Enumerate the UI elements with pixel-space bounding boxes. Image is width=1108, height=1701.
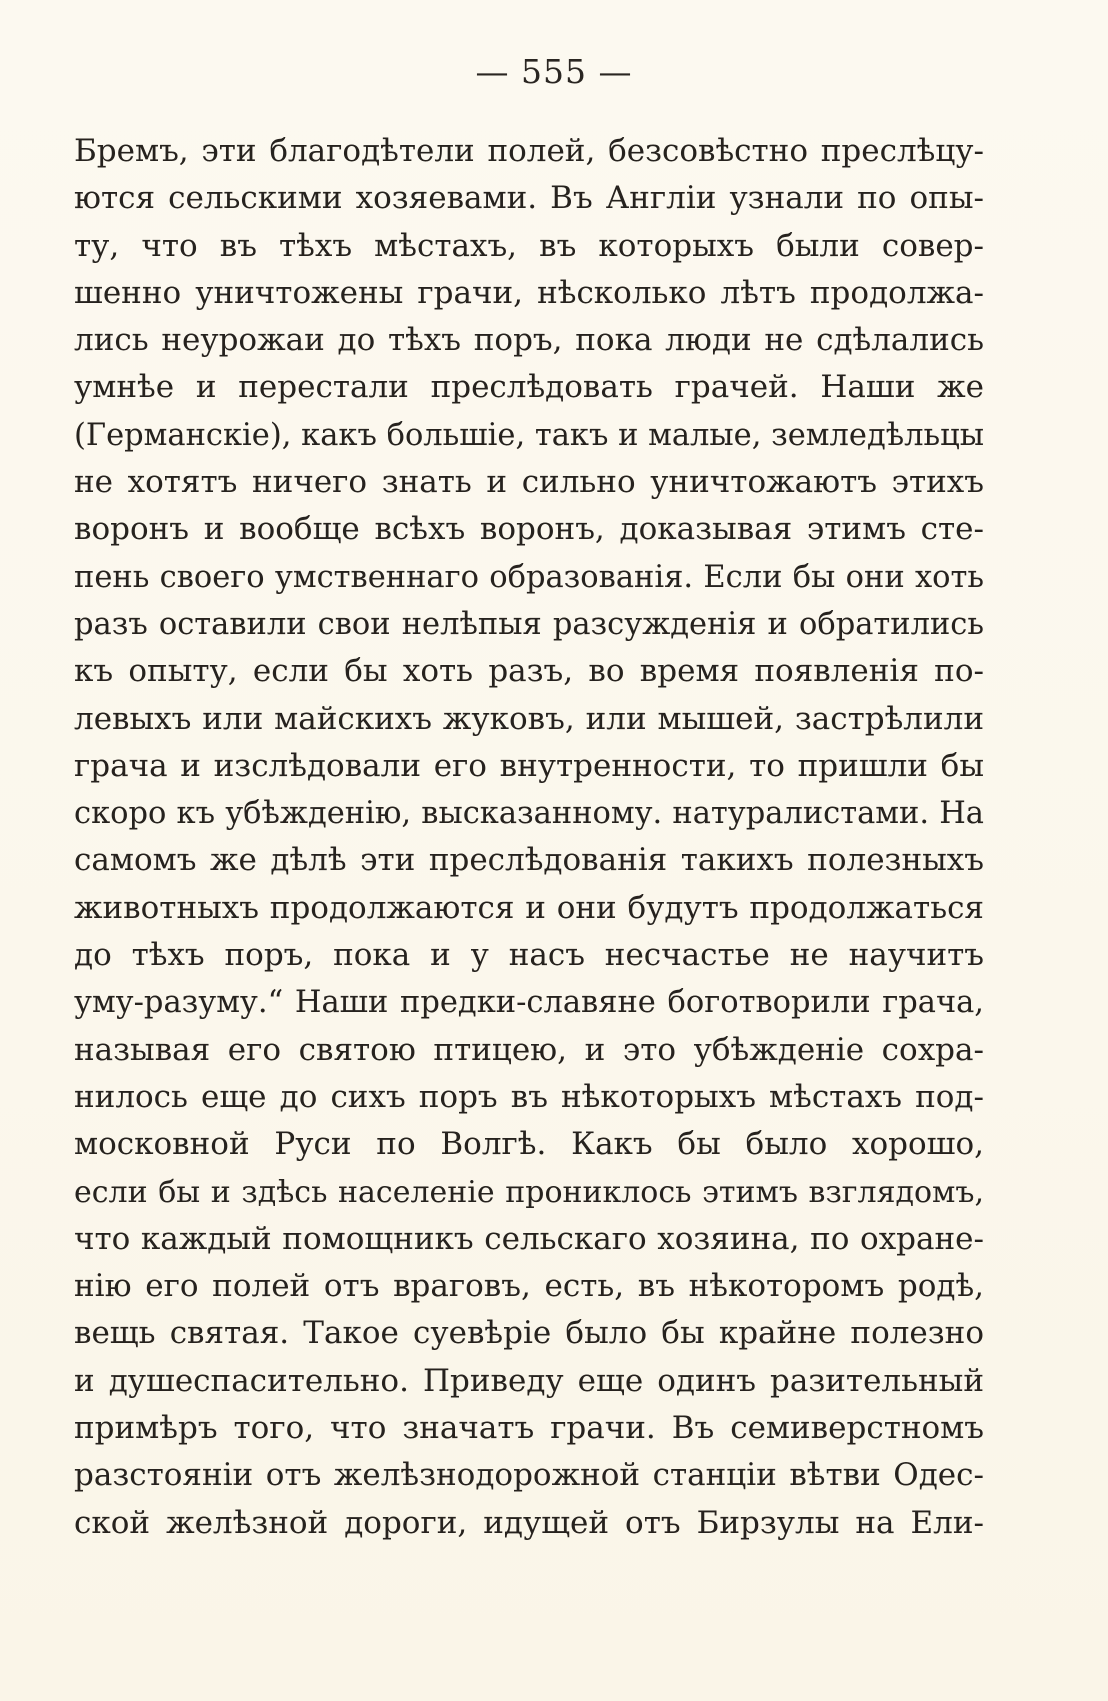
text-line: и душеспасительно. Приведу еще одинъ разительный [74, 1362, 984, 1399]
text-line: если бы и здѣсь населеніе прониклось этимъ взглядомъ, [74, 1174, 984, 1210]
text-line: примѣръ того, что значатъ грачи. Въ семиверстномъ [74, 1410, 984, 1447]
page-number: — 555 — [475, 52, 633, 91]
text-line: лись неурожаи до тѣхъ поръ, пока люди не сдѣлались [74, 322, 984, 359]
text-line: левыхъ или майскихъ жуковъ, или мышей, застрѣлили [74, 700, 984, 737]
text-line: умнѣе и перестали преслѣдовать грачей. Наши же [74, 369, 984, 406]
text-line: не хотятъ ничего знать и сильно уничтожаютъ этихъ [74, 464, 984, 501]
text-line: ются сельскими хозяевами. Въ Англіи узнали по опы- [74, 180, 984, 217]
body-text [74, 128, 984, 1547]
text-line: къ опыту, если бы хоть разъ, во время появленія по- [74, 653, 984, 690]
text-line: что каждый помощникъ сельскаго хозяина, по охране- [74, 1220, 984, 1257]
text-line: грача и изслѣдовали его внутренности, то пришли бы [74, 747, 984, 784]
text-line: до тѣхъ поръ, пока и у насъ несчастье не научитъ [74, 937, 984, 974]
text-line: нію его полей отъ враговъ, есть, въ нѣкоторомъ родѣ, [74, 1268, 984, 1305]
text-line: разъ оставили свои нелѣпыя разсужденія и обратились [74, 606, 984, 642]
text-line: (Германскіе), какъ большіе, такъ и малые, земледѣльцы [74, 417, 984, 453]
text-line: вещь святая. Такое суевѣріе было бы крайне полезно [74, 1315, 984, 1352]
text-line: московной Руси по Волгѣ. Какъ бы было хорошо, [74, 1126, 984, 1163]
text-line: разстояніи отъ желѣзнодорожной станціи вѣтви Одес- [74, 1457, 984, 1494]
text-line: уму-разуму.“ Наши предки-славяне боготворили грача, [74, 985, 984, 1021]
text-line: шенно уничтожены грачи, нѣсколько лѣтъ продолжа- [74, 274, 984, 311]
text-line: называя его святою птицею, и это убѣжденіе сохра- [74, 1031, 984, 1068]
text-line: ской желѣзной дороги, идущей отъ Бирзулы на Ели- [74, 1504, 984, 1541]
text-line: Бремъ, эти благодѣтели полей, безсовѣстно преслѣцу- [74, 133, 984, 169]
text-line: воронъ и вообще всѣхъ воронъ, доказывая этимъ сте- [74, 511, 984, 548]
text-line: животныхъ продолжаются и они будутъ продолжаться [74, 889, 984, 926]
text-line: нилось еще до сихъ поръ въ нѣкоторыхъ мѣстахъ под- [74, 1078, 984, 1115]
text-line: пень своего умственнаго образованія. Если бы они хоть [74, 559, 984, 595]
text-line: самомъ же дѣлѣ эти преслѣдованія такихъ полезныхъ [74, 842, 984, 879]
text-line: скоро къ убѣжденію, высказанному. натуралистами. На [74, 796, 984, 832]
text-line: ту, что въ тѣхъ мѣстахъ, въ которыхъ были совер- [74, 227, 984, 264]
